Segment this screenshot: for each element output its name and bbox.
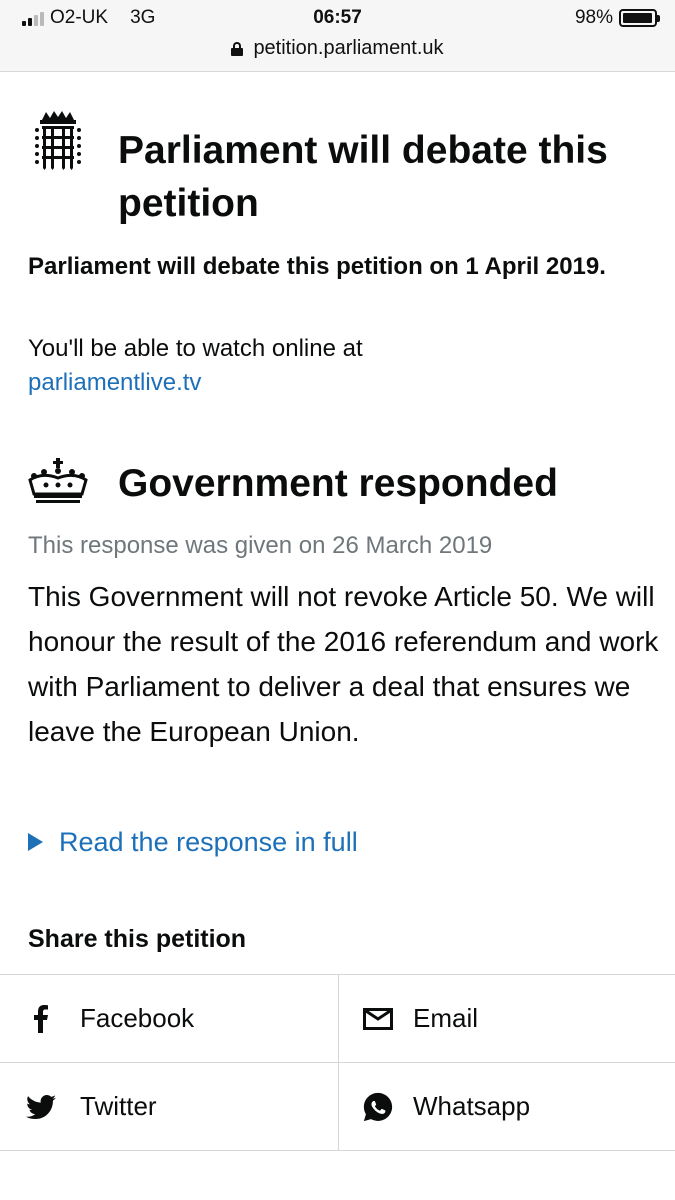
share-facebook-label: Facebook: [80, 1003, 195, 1033]
share-facebook-button[interactable]: [0, 975, 339, 1063]
share-twitter-label: Twitter: [80, 1091, 157, 1121]
address-bar[interactable]: [0, 37, 675, 60]
network-type: 3G: [130, 7, 156, 28]
disclosure-triangle-icon: [28, 833, 43, 851]
whatsapp-icon: [363, 1092, 393, 1122]
response-date: This response was given on 26 March 2019: [28, 532, 493, 559]
share-email-label: Email: [413, 1003, 479, 1033]
lock-icon: [231, 42, 243, 56]
battery-icon: [619, 9, 657, 27]
twitter-icon: [26, 1092, 56, 1122]
debate-heading: Parliament will debate this petition: [118, 129, 608, 225]
facebook-icon: [26, 1004, 56, 1034]
share-whatsapp-label: Whatsapp: [413, 1091, 531, 1121]
share-whatsapp-button[interactable]: [339, 1063, 675, 1151]
browser-status-bar: [0, 0, 675, 72]
battery-percent: 98%: [574, 7, 613, 28]
clock: 06:57: [313, 7, 362, 28]
share-email-button[interactable]: [339, 975, 675, 1063]
carrier-name: O2-UK: [50, 7, 109, 28]
read-response-toggle[interactable]: [28, 825, 358, 859]
crown-icon: [26, 458, 90, 504]
government-heading: Government responded: [118, 462, 558, 505]
watch-online-label: You'll be able to watch online at: [28, 335, 363, 362]
parliamentlive-link[interactable]: parliamentlive.tv: [28, 369, 202, 396]
watch-online-text: [28, 332, 648, 400]
email-icon: [363, 1004, 393, 1034]
share-twitter-button[interactable]: [0, 1063, 339, 1151]
share-heading: Share this petition: [28, 925, 247, 953]
debate-date: Parliament will debate this petition on 1 April 2019.: [28, 253, 606, 280]
share-grid: [0, 974, 675, 1150]
read-response-label: Read the response in full: [59, 827, 358, 857]
page-url: petition.parliament.uk: [253, 37, 444, 59]
battery-info: [575, 7, 657, 29]
portcullis-icon: [34, 110, 82, 170]
response-summary: This Government will not revoke Article 50. We will honour the result of the 2016 referendum and work with Parliament to deliver a deal that ensures we leave the European Union.: [28, 581, 659, 747]
